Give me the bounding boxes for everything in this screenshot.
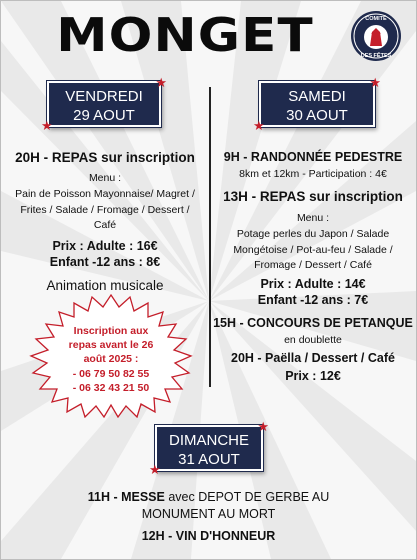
saturday-meal: 13H - REPAS sur inscription [223,189,403,204]
star-icon: ★ [149,462,161,477]
saturday-menu-label: Menu : [296,212,330,224]
saturday-petanque: 15H - CONCOURS DE PETANQUE [213,316,413,330]
saturday-price-adult: Prix : Adulte : 14€ [260,277,366,291]
sunday-badge [149,419,269,477]
signup-phone: - 06 79 50 82 55 [72,367,150,380]
sunday-day: DIMANCHE [168,432,249,449]
saturday-menu-line: Fromage / Dessert / Café [254,259,372,271]
sunday-wine: 12H - VIN D'HONNEUR [141,529,276,543]
friday-price-child: Enfant -12 ans : 8€ [49,255,161,269]
signup-line: repas avant le 26 [68,339,154,352]
saturday-hike: 9H - RANDONNÉE PEDESTRE [223,150,403,164]
friday-animation: Animation musicale [46,278,164,293]
saturday-petanque-details: en doublette [284,334,342,346]
star-icon: ★ [257,419,269,434]
logo-top-text: COMITÉ [365,16,387,22]
star-icon: ★ [253,118,265,133]
friday-menu-line: Pain de Poisson Mayonnaise/ Magret / [15,188,195,200]
sunday-mass-line2: MONUMENT AU MORT [141,507,276,521]
saturday-menu-line: Potage perles du Japon / Salade [236,228,390,240]
friday-badge [41,75,167,133]
page-title: MONGET [56,8,314,62]
saturday-date: 30 AOUT [286,107,348,124]
saturday-menu-line: Mongétoise / Pot-au-feu / Salade / [233,244,393,256]
friday-meal: 20H - REPAS sur inscription [15,150,195,165]
friday-price-adult: Prix : Adulte : 16€ [52,239,158,253]
sunday-date: 31 AOUT [178,451,240,468]
saturday-day: SAMEDI [288,88,346,105]
sunday-mass [21,489,396,506]
sunday-mass-text: avec DEPOT DE GERBE AU [164,490,330,504]
friday-menu-line: Frites / Salade / Fromage / Dessert / [20,204,190,216]
star-icon: ★ [369,75,381,90]
signup-phone: - 06 32 43 21 50 [72,381,150,394]
signup-line: Inscription aux [73,325,149,337]
signup-line: août 2025 : [83,353,139,366]
star-icon: ★ [155,75,167,90]
saturday-dinner: 20H - Paëlla / Dessert / Café [231,351,395,365]
saturday-badge [253,75,381,133]
committee-logo-icon [350,10,402,62]
friday-date: 29 AOUT [73,107,135,124]
saturday-hike-details: 8km et 12km - Participation : 4€ [239,168,387,180]
star-icon: ★ [41,118,53,133]
saturday-dinner-price: Prix : 12€ [285,369,341,383]
friday-menu-line: Café [93,219,117,231]
sunday-mass-time: 11H - MESSE [87,490,165,504]
signup-text [41,324,181,395]
logo-bottom-text: DES FÊTES [360,53,392,59]
friday-menu-label: Menu : [88,172,122,184]
saturday-price-child: Enfant -12 ans : 7€ [257,293,369,307]
friday-day: VENDREDI [65,88,143,105]
